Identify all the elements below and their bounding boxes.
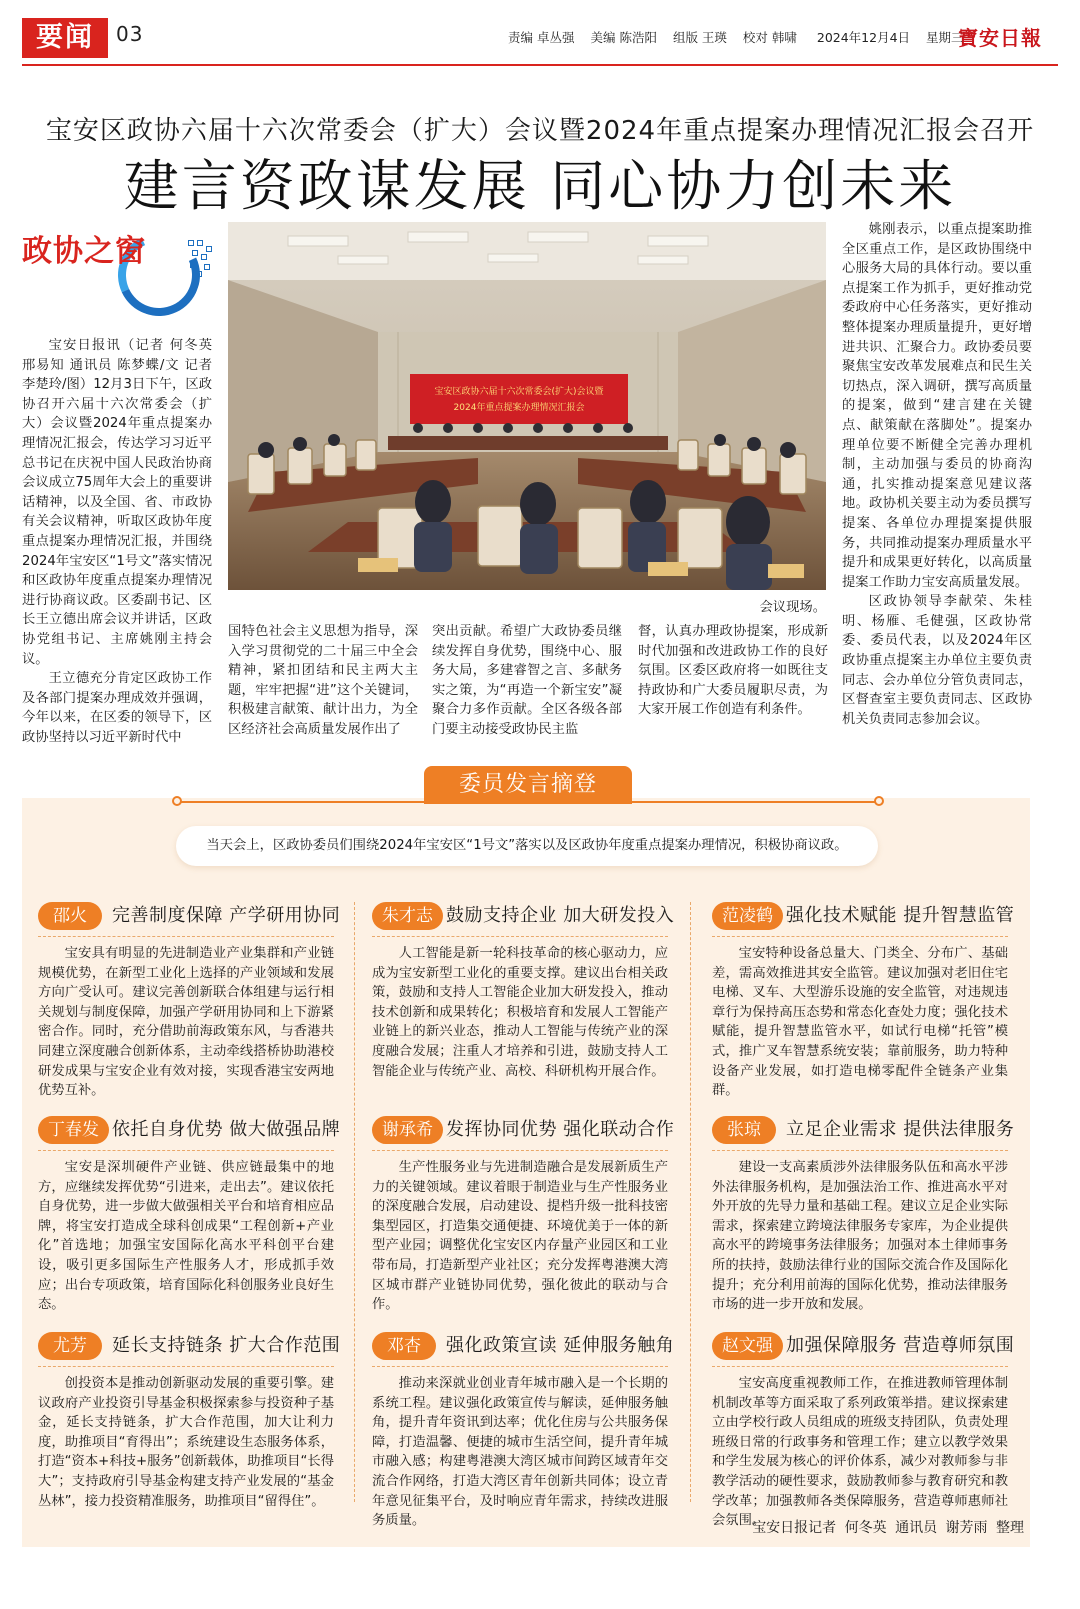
column-separator [354, 902, 355, 1502]
speech-body: 宝安具有明显的先进制造业产业集群和产业链规模优势，在新型工业化上选择的产业领域和发展方向广受认可。建议完善创新联合体组建与运行相关规划与制度保障，加强产学研用协同和上下游紧密合作。同时，充分借助前海政策东风，与香港共同建立深度融合创新体系，主动牵线搭桥协助港校研发成果与宝安企业有效对接，实现香港宝安两地优势互补。 [38, 946, 334, 1099]
speech-item [26, 1114, 341, 1313]
item-divider [372, 936, 668, 937]
speech-title: 加强保障服务 营造尊师氛围 [786, 1335, 1015, 1356]
speech-body: 推动来深就业创业青年城市融入是一个长期的系统工程。建议强化政策宣传与解读，延伸服务触角，提升青年资讯到达率；优化住房与公共服务保障，打造温馨、便捷的城市生活空间，提升青年城市融入感；构建粤港澳大湾区城市间跨区域青年交流合作网络，打造大湾区青年创新共同体；设立青年意见征集平台，及时响应青年需求，持续改进服务质量。 [372, 1376, 668, 1529]
item-divider [38, 1150, 334, 1151]
article-paragraph: 督，认真办理政协提案，形成新时代加强和改进政协工作的良好氛围。区委区政府将一如既往支持政协和广大委员履职尽责，为大家开展工作创造有利条件。 [638, 624, 828, 718]
credit-layout: 组版 王瑛 [672, 30, 727, 45]
column-logo [22, 226, 212, 318]
speaker-name-badge: 赵文强 [712, 1332, 783, 1360]
speech-title: 立足企业需求 提供法律服务 [786, 1119, 1015, 1140]
header-rule [22, 64, 1058, 66]
speech-item [26, 900, 341, 1099]
issue-date: 2024年12月4日 [816, 30, 911, 45]
article-paragraph: 国特色社会主义思想为指导，深入学习贯彻党的二十届三中全会精神，紧扣团结和民主两大主题，牢牢把握“进”这个关键词，积极建言献策、献计出力，为全区经济社会高质量发展作出了 [228, 624, 418, 737]
item-divider [372, 1366, 668, 1367]
newspaper-logo: 寶安日報 [958, 26, 1042, 50]
photo-banner-text: 宝安区政协六届十六次常委会(扩大)会议暨 [434, 387, 604, 397]
feature-tab: 委员发言摘登 [424, 766, 632, 804]
article-column-mid3 [638, 622, 828, 720]
article-column-mid1 [228, 622, 418, 740]
article-paragraph: 突出贡献。希望广大政协委员继续发挥自身优势，围绕中心、服务大局，多建睿智之言、多献务实之策，为“再造一个新宝安”凝聚合力多作贡献。全区各级各部门要主动接受政协民主监 [432, 624, 622, 737]
speech-title: 发挥协同优势 强化联动合作 [446, 1119, 675, 1140]
speech-title: 强化技术赋能 提升智慧监管 [786, 905, 1015, 926]
speech-body: 人工智能是新一轮科技革命的核心驱动力，应成为宝安新型工业化的重要支撑。建议出台相关政策，鼓励和支持人工智能企业加大研发投入，推动技术创新和成果转化；积极培育和发展人工智能产业链上的新兴业态，推动人工智能与传统产业的深度融合发展；注重人才培养和引进，鼓励支持人工智能企业与传统产业、高校、科研机构开展合作。 [372, 946, 668, 1079]
article-column-left [22, 336, 212, 747]
meeting-photo [228, 222, 826, 590]
editorial-credits [508, 28, 976, 46]
speech-item [26, 1330, 341, 1509]
speaker-name-badge: 邵火 [38, 902, 102, 930]
speech-title: 延长支持链条 扩大合作范围 [112, 1335, 341, 1356]
article-subtitle: 宝安区政协六届十六次常委会（扩大）会议暨2024年重点提案办理情况汇报会召开 [45, 116, 1035, 146]
article-paragraph: 区政协领导李献荣、朱桂明、杨雁、毛健强，区政协常委、委员代表，以及2024年区政协重点提案主办单位主要负责同志、会办单位分管负责同志，区督查室主要负责同志、区政协机关负责同志参加会议。 [842, 594, 1032, 727]
article-paragraph: 王立德充分肯定区政协工作及各部门提案办理成效并强调，今年以来，在区委的领导下，区政协坚持以习近平新时代中 [22, 671, 212, 745]
article-column-right [842, 220, 1032, 729]
page-number: 03 [116, 22, 144, 46]
speech-body: 创投资本是推动创新驱动发展的重要引擎。建议政府产业投资引导基金积极探索参与投资种子基金，延长支持链条，扩大合作范围，加大让利力度，助推项目“育得出”；系统建设生态服务体系，打造“资本+科技+服务”创新载体，助推项目“长得大”；支持政府引导基金构建支持产业发展的“基金丛林”，接力投资精准服务，助推项目“留得住”。 [38, 1376, 334, 1509]
speech-item [360, 900, 675, 1079]
item-divider [38, 1366, 334, 1367]
speech-item [360, 1330, 675, 1529]
speech-body: 宝安高度重视教师工作，在推进教师管理体制机制改革等方面采取了系列政策举措。建议探索建立由学校行政人员组成的班级支持团队，负责处理班级日常的行政事务和管理工作；建立以教学效果和学生发展为核心的评价体系，减少对教师参与非教学活动的硬性要求，鼓励教师参与教育研究和教学改革；加强教师各类保障服务，营造尊师惠师社会氛围。 [712, 1376, 1008, 1529]
feature-intro: 当天会上，区政协委员们围绕2024年宝安区“1号文”落实以及区政协年度重点提案办理情况，积极协商议政。 [176, 826, 878, 866]
issue-weekday: 星期三 [926, 30, 964, 45]
credit-editor: 责编 卓丛强 [508, 30, 575, 45]
feature-signature: 宝安日报记者 何冬英 通讯员 谢芳雨 整理 [752, 1520, 1024, 1536]
item-divider [38, 936, 334, 937]
speaker-name-badge: 谢承希 [372, 1116, 443, 1144]
speech-title: 强化政策宣读 延伸服务触角 [446, 1335, 675, 1356]
divider-dot-icon [172, 796, 182, 806]
article-paragraph: 姚刚表示，以重点提案助推全区重点工作，是区政协围绕中心服务大局的具体行动。要以重点提案工作为抓手，更好推动党委政府中心任务落实，更好推动整体提案办理质量提升，更好增进共识、汇聚合力。政协委员要聚焦宝安改革发展难点和民生关切热点，深入调研，撰写高质量的提案，做到“建言建在关键点、献策献在落脚处”。提案办理单位要不断健全完善办理机制，主动加强与委员的协商沟通，扎实推动提案意见建议落地。政协机关要主动为委员撰写提案、各单位办理提案提供服务，共同推动提案办理质量水平提升和成果更好转化，以高质量提案工作助力宝安高质量发展。 [842, 222, 1032, 590]
speaker-name-badge: 张琼 [712, 1116, 776, 1144]
article-headline: 建言资政谋发展 同心协力创未来 [123, 154, 957, 218]
item-divider [712, 936, 1008, 937]
speaker-name-badge: 邓杏 [372, 1332, 436, 1360]
divider-dot-icon [874, 796, 884, 806]
speech-body: 宝安是深圳硬件产业链、供应链最集中的地方，应继续发挥优势“引进来，走出去”。建议依托自身优势，进一步做大做强相关平台和培育相应品牌，将宝安打造成全球科创成果“工程创新+产业化”首选地；加强宝安国际化高水平科创平台建设，吸引更多国际生产性服务人才，形成抓手效应；出台专项政策，培育国际化科创服务业良好生态。 [38, 1160, 334, 1313]
section-badge: 要闻 [22, 18, 108, 58]
photo-banner-text: 2024年重点提案办理情况汇报会 [453, 403, 585, 413]
speaker-name-badge: 丁春发 [38, 1116, 109, 1144]
speech-body: 建设一支高素质涉外法律服务队伍和高水平涉外法律服务机构，是加强法治工作、推进高水平对外开放的先导力量和基础工程。建议立足企业实际需求，探索建立跨境法律服务专家库，为企业提供高水平的跨境事务法律服务；加强对本土律师事务所的扶持，鼓励法律行业的国际交流合作及国际化提升；充分利用前海的国际化优势，推动法律服务市场的进一步开放和发展。 [712, 1160, 1008, 1313]
speaker-name-badge: 范凌鹤 [712, 902, 783, 930]
credit-designer: 美编 陈浩阳 [590, 30, 657, 45]
speech-body: 宝安特种设备总量大、门类全、分布广、基础差，需高效推进其安全监管。建议加强对老旧住宅电梯、叉车、大型游乐设施的安全监管，对违规违章行为保持高压态势和常态化查处力度；强化技术赋能，提升智慧监管水平，如试行电梯“托管”模式，推广叉车智慧系统安装；靠前服务，助力特种设备产业发展，如打造电梯零配件全链条产业集群。 [712, 946, 1008, 1099]
speech-item [360, 1114, 675, 1313]
column-separator [690, 902, 691, 1502]
photo-caption: 会议现场。 [759, 600, 826, 615]
credit-proofreader: 校对 韩啸 [742, 30, 797, 45]
speech-title: 鼓励支持企业 加大研发投入 [446, 905, 675, 926]
page-header [0, 0, 1080, 70]
item-divider [712, 1150, 1008, 1151]
column-logo-text: 政协之窗 [22, 234, 146, 269]
speaker-name-badge: 尤芳 [38, 1332, 102, 1360]
speaker-name-badge: 朱才志 [372, 902, 443, 930]
item-divider [712, 1366, 1008, 1367]
item-divider [372, 1150, 668, 1151]
speech-item [700, 1114, 1015, 1313]
logo-pixel-icon [188, 240, 216, 280]
article-column-mid2 [432, 622, 622, 740]
speech-item [700, 900, 1015, 1099]
speech-body: 生产性服务业与先进制造融合是发展新质生产力的关键领域。建议着眼于制造业与生产性服务业的深度融合发展，启动建设、提档升级一批科技密集型园区，打造集交通便捷、环境优美于一体的新型产业园；调整优化宝安区内存量产业园区和工业带布局，打造新型产业社区；充分发挥粤港澳大湾区城市群产业链协同优势，强化彼此的联动与合作。 [372, 1160, 668, 1313]
article-paragraph: 宝安日报讯（记者 何冬英 邢易知 通讯员 陈梦蝶/文 记者 李楚玲/图）12月3日下午，区政协召开六届十六次常委会（扩大）会议暨2024年重点提案办理情况汇报会，传达学习习近平总书记在庆祝中国人民政治协商会议成立75周年大会上的重要讲话精神，以及全国、省、市政协有关会议精神，听取区政协年度重点提案办理情况汇报，并围绕2024年宝安区“1号文”落实情况和区政协年度重点提案办理情况进行协商议政。区委副书记、区长王立德出席会议并讲话，区政协党组书记、主席姚刚主持会议。 [22, 338, 212, 667]
speech-title: 完善制度保障 产学研用协同 [112, 905, 341, 926]
speech-title: 依托自身优势 做大做强品牌 [112, 1119, 341, 1140]
